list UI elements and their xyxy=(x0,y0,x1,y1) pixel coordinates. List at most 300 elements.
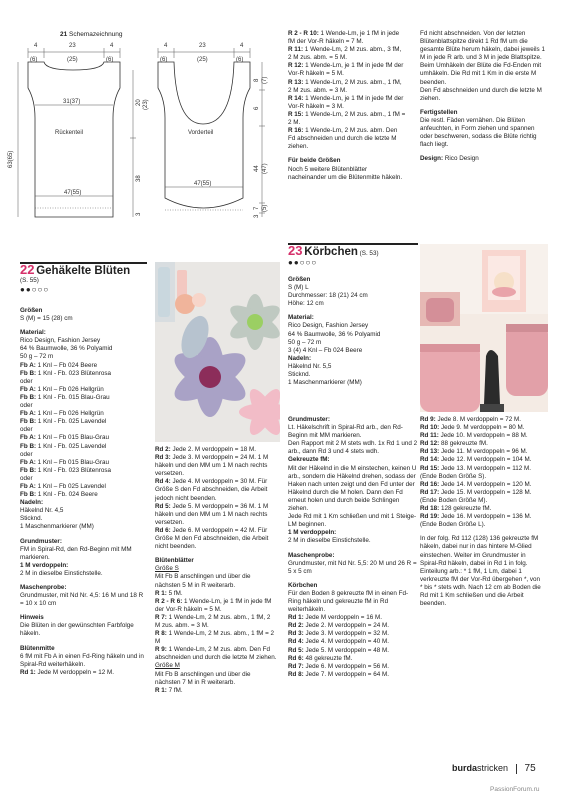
text-line xyxy=(288,127,406,151)
row-label: Rd 1: xyxy=(20,668,36,676)
row-text: 48 gekreuzte fM. xyxy=(303,654,353,662)
row-text: 6 fM mit Fb A in einen Fd-Ring häkeln und in Spiral-Rd weiterhäkeln. xyxy=(20,652,144,668)
row-label: Rd 1: xyxy=(288,614,304,622)
front-dim-7: 7 xyxy=(254,206,260,210)
row-label: Fb A: xyxy=(20,361,36,369)
row-text: 1 Knl - Fb. 023 Blütenrosa xyxy=(36,369,111,377)
front-dim-47alt: (47) xyxy=(262,163,268,174)
row-text: 64 % Baumwolle, 36 % Polyamid xyxy=(20,345,113,353)
text-line xyxy=(288,284,416,292)
row-text: Häkelnd Nr. 4,5 xyxy=(20,507,64,515)
row-label: Rd 13: xyxy=(420,448,440,456)
text-line xyxy=(288,622,418,630)
row-text: Jede M verdoppeln = 12 M. xyxy=(35,668,114,676)
text-line xyxy=(20,570,148,578)
text-line xyxy=(155,446,277,454)
row-text: Lt. Häkelschrift in Spiral-Rd arb., den Rd-Beginn mit MM markieren. xyxy=(288,424,403,440)
row-label: R 8: xyxy=(155,630,167,638)
row-text: Jede 5. M verdoppeln = 36 M. 1 M häkeln und den MM um 1 M nach rechts versetzen. xyxy=(155,502,269,526)
back-top-dim-2: 23 xyxy=(69,43,76,49)
row-label: Rd 12: xyxy=(420,440,440,448)
text-line xyxy=(288,30,406,46)
subheading xyxy=(20,562,148,570)
row-label: R 9: xyxy=(155,646,167,654)
row-text: Die restl. Fäden vernähen. Die Blüten anfeuchten, in Form ziehen und spannen oder beschweren, sodass die Blüte richtig flach liegt. xyxy=(420,116,537,149)
row-text: Jede 2. M verdoppeln = 24 M. xyxy=(303,622,389,630)
sec22-header xyxy=(20,262,150,295)
text-line xyxy=(20,394,148,402)
heading-text: Größen xyxy=(20,307,43,314)
row-label: R 1: xyxy=(155,589,167,597)
row-text: Jede M verdoppeln = 16 M. xyxy=(303,614,382,622)
flowers-photo-svg xyxy=(155,262,280,442)
row-text: Jede 6. M verdoppeln = 42 M. Für Größe M den Fd abschneiden, die Arbeit nicht beenden. xyxy=(155,526,269,551)
row-text: Noch 5 weitere Blütenblätter nacheinander um die Blütenmitte häkeln. xyxy=(288,165,403,181)
text-line xyxy=(20,362,148,370)
front-name: Vorderteil xyxy=(188,130,214,136)
text-line xyxy=(155,614,277,630)
text-line xyxy=(20,370,148,378)
footer-divider xyxy=(516,764,517,774)
row-label: Rd 4: xyxy=(155,478,171,486)
back-top-dim-1: 4 xyxy=(34,43,38,49)
row-text: 1 Wende-Lm, 2 M zus. abm., 1 fM = 2 M xyxy=(155,630,275,646)
back-width-label: 31(37) xyxy=(63,99,81,105)
text-line xyxy=(288,440,418,456)
text-line xyxy=(20,669,148,677)
sec22-rule xyxy=(20,262,147,264)
heading-text: Blütenblätter xyxy=(155,557,194,565)
subheading xyxy=(20,499,148,507)
text-line xyxy=(20,345,148,353)
front-dim-8: 8 xyxy=(254,78,260,82)
row-text: 50 g – 72 m xyxy=(20,353,54,361)
text-line xyxy=(288,590,418,614)
row-label: Fb A: xyxy=(20,482,36,490)
text-line xyxy=(420,30,545,87)
text-line xyxy=(420,448,544,456)
subheading xyxy=(288,276,416,284)
text-line xyxy=(288,111,406,127)
text-line xyxy=(288,638,418,646)
row-text: Jede 3. M verdoppeln = 32 M. xyxy=(303,630,389,638)
size-heading: Größe M xyxy=(155,662,180,670)
text-line xyxy=(155,503,277,527)
sec23-ref: (S. 53) xyxy=(359,250,379,257)
row-text: Jede 5. M verdoppeln = 48 M. xyxy=(303,646,389,654)
row-text: Durchmesser: 18 (21) 24 cm xyxy=(288,292,368,300)
text-line xyxy=(20,622,148,638)
text-line xyxy=(288,655,418,663)
sec22-column xyxy=(20,307,148,677)
row-text: 1 Maschenmarkierer (MM) xyxy=(20,523,94,531)
front-dim-5alt: (5) xyxy=(262,204,268,212)
row-text: Den Rapport mit 2 M stets wdh. 1x Rd 1 und 2 arb., dann Rd 3 und 4 stets wdh. xyxy=(288,440,418,456)
row-text: Jede 10. M verdoppeln = 88 M. xyxy=(438,432,528,440)
row-label: Rd 8: xyxy=(288,670,304,678)
row-text: 1 Knl – Fb 015 Blau-Grau xyxy=(35,434,110,442)
row-text: oder xyxy=(20,474,33,482)
heading-text: Körbchen xyxy=(288,581,318,589)
page-number: 75 xyxy=(524,763,536,774)
text-line xyxy=(20,386,148,394)
watermark: PassionForum.ru xyxy=(490,786,540,793)
subheading xyxy=(288,456,418,464)
row-text: Jede 2. M verdoppeln = 18 M. xyxy=(170,446,256,453)
row-text: 1 Wende-Lm, 2 M zus. abm., 1 fM = 2 M. xyxy=(288,110,406,127)
row-label: R 12: xyxy=(288,62,304,70)
text-line xyxy=(420,416,544,424)
row-text: 1 Knl - Fb. 025 Lavendel xyxy=(36,418,107,426)
row-text: 1 Wende-Lm, je 1 fM in jede fM der Vor-R häkeln = 3 M. xyxy=(288,94,404,110)
row-text: Fd nicht abschneiden. Von der letzten Blütenblattspitze direkt 1 Rd fM um die gesamte Blüte herum häkeln, dabei jeweils 1 M in jede R arb. und 3 M in jede Blattspitze. Beim Umhäkeln der Blüte die Fd-Enden mit umhäkeln. Die Rd mit 1 Km in die erste M beenden. xyxy=(420,30,545,86)
row-label: Fb B: xyxy=(20,491,37,499)
sec22-number: 22 xyxy=(20,262,35,277)
row-text: oder xyxy=(20,426,33,434)
back-name: Rückenteil xyxy=(55,130,84,136)
back-top-dim-alt-3: (6) xyxy=(106,57,114,63)
row-text: 1 Wende-Lm, 2 M zus. abm. Den Fd abschneiden und durch die letzte M ziehen. xyxy=(155,646,277,662)
subheading xyxy=(20,645,148,653)
back-inner-height: 20 xyxy=(136,99,142,106)
row-text: 1 Wende-Lm, je 1 fM in jede fM der Vor-R häkeln = 5 M. xyxy=(288,62,404,78)
row-text: Jede 6. M verdoppeln = 56 M. xyxy=(303,662,389,670)
text-line xyxy=(20,515,148,523)
row-text: Rico Design, Fashion Jersey xyxy=(288,322,369,330)
text-line xyxy=(20,337,148,345)
text-line xyxy=(420,87,545,103)
sec23-difficulty-dots: ●●○○○ xyxy=(288,258,318,268)
row-text: oder xyxy=(20,450,33,458)
schema-diagram xyxy=(0,28,275,228)
row-text: Grundmuster, mit Nd Nr. 4,5: 16 M und 18 R = 10 x 10 cm xyxy=(20,592,144,608)
back-side-height: 63(65) xyxy=(8,150,14,168)
row-text: (Ende Boden Größe M). xyxy=(420,496,488,504)
row-label: R 16: xyxy=(288,127,304,135)
text-line xyxy=(288,671,418,679)
row-text: Jede 4. M verdoppeln = 30 M. Für Größe S den Fd abschneiden, die Arbeit jedoch nicht beenden. xyxy=(155,478,268,502)
subheading xyxy=(288,157,406,165)
row-text: FM in Spiral-Rd, den Rd-Beginn mit MM markieren. xyxy=(20,545,132,561)
row-text: Rico Design, Fashion Jersey xyxy=(20,337,101,345)
front-top-dim-2: 23 xyxy=(199,43,206,49)
text-line xyxy=(20,418,148,426)
baskets-photo xyxy=(420,244,548,412)
row-text: Höhe: 12 cm xyxy=(288,300,324,308)
subheading xyxy=(420,109,545,117)
row-label: R 7: xyxy=(155,613,167,621)
text-line xyxy=(288,424,418,440)
top-right-col-2 xyxy=(420,30,545,163)
text-line xyxy=(20,315,148,323)
baskets-photo-svg xyxy=(420,244,548,412)
front-dim-44: 44 xyxy=(254,165,260,172)
text-line xyxy=(420,505,544,513)
row-text: 1 Knl – Fb 026 Hellgrün xyxy=(35,385,104,393)
text-line xyxy=(155,646,277,662)
sec22-ref: (S. 55) xyxy=(20,277,39,285)
text-line xyxy=(20,546,148,562)
heading-text: Größen xyxy=(288,276,311,283)
row-text: (Ende Boden Größe L). xyxy=(420,521,486,529)
text-line xyxy=(288,347,416,355)
top-right-col-1 xyxy=(288,30,406,182)
text-line xyxy=(20,467,148,475)
row-text: Jede 9. M verdoppeln = 80 M. xyxy=(439,424,525,432)
row-text: 1 Knl - Fb. 015 Blau-Grau xyxy=(36,393,110,401)
text-line xyxy=(420,521,544,529)
row-label: Rd 10: xyxy=(420,424,440,432)
text-line xyxy=(155,630,277,646)
back-hem: 3 xyxy=(136,212,142,216)
row-label: Fb B: xyxy=(20,466,37,474)
row-label: R 2 - R 6: xyxy=(155,597,183,605)
row-label: Rd 14: xyxy=(420,456,440,464)
heading-text: Material: xyxy=(288,314,314,322)
text-line xyxy=(288,292,416,300)
row-label: Rd 19: xyxy=(420,513,440,521)
basket-left-shape xyxy=(420,344,480,412)
row-label: R 1: xyxy=(155,686,167,694)
sec23-rule xyxy=(288,243,418,245)
row-label: Fb B: xyxy=(20,369,37,377)
front-top-dim-3: 4 xyxy=(240,43,244,49)
footer-brand: burdastricken xyxy=(452,763,509,773)
row-text: Jede 13. M verdoppeln = 112 M. xyxy=(439,464,532,472)
text-line xyxy=(288,95,406,111)
row-label: Fb A: xyxy=(20,410,36,418)
heading-text: Gekreuzte fM: xyxy=(288,456,330,464)
text-line xyxy=(20,475,148,483)
subheading xyxy=(288,552,418,560)
row-label: Rd 15: xyxy=(420,464,440,472)
row-text: Grundmuster, mit Nd Nr. 5,5: 20 M und 26 R = 5 x 5 cm xyxy=(288,559,417,575)
text-line xyxy=(288,537,418,545)
subheading xyxy=(20,307,148,315)
text-line xyxy=(420,489,544,497)
text-line xyxy=(288,465,418,514)
row-text: 1 Knl – Fb 015 Blau-Grau xyxy=(35,458,110,466)
text-line xyxy=(420,155,545,163)
text-line xyxy=(20,434,148,442)
row-label: Rd 4: xyxy=(288,638,304,646)
front-top-dim-alt-1: (6) xyxy=(160,57,168,63)
text-line xyxy=(20,653,148,669)
flowers-photo xyxy=(155,262,280,442)
row-label: R 11: xyxy=(288,46,304,54)
row-text: 1 Knl - Fb. 023 Blütenrosa xyxy=(36,466,111,474)
row-label: Design: xyxy=(420,155,444,163)
row-text: oder xyxy=(20,377,33,385)
text-line xyxy=(155,565,277,573)
row-text: 1 Wende-Lm, 2 M zus. abm. Den Fd abschneiden und durch die letzte M ziehen. xyxy=(288,127,398,151)
row-label: Fb A: xyxy=(20,458,36,466)
sec23-number: 23 xyxy=(288,243,303,258)
text-line xyxy=(155,598,277,614)
text-line xyxy=(20,410,148,418)
row-label: Rd 6: xyxy=(288,654,304,662)
row-text: Den Fd abschneiden und durch die letzte M ziehen. xyxy=(420,86,542,102)
row-text: 1 Knl – Fb 025 Lavendel xyxy=(35,482,106,490)
heading-text: Hinweis xyxy=(20,614,44,622)
row-text: 2 M in dieselbe Einstichstelle. xyxy=(288,537,371,545)
heading-text: Grundmuster: xyxy=(20,537,62,545)
text-line xyxy=(288,363,416,371)
row-text: 7 fM. xyxy=(166,686,183,694)
sec23-top xyxy=(288,276,416,387)
footer xyxy=(452,764,552,778)
text-line xyxy=(288,630,418,638)
mid-column xyxy=(155,446,277,695)
row-label: R 2 - R 10: xyxy=(288,30,319,37)
row-text: In der folg. Rd 112 (128) 136 gekreuzte fM häkeln, dabei nur in das hintere M-Glied einstechen. Weiter im Grundmuster in Spiral-Rd häkeln, dabei in Rd 1 in folg. Einteilung arb.: * 1 fM, 1 Lm, dabei 1 verkreuzte fM der Vor-Rd übergehen *, von * bis * stets wdh. Nach 12 cm ab Boden die Rd mit 1 Km schließen und die Arbeit beenden. xyxy=(420,535,541,608)
text-line xyxy=(420,513,544,521)
text-line xyxy=(20,378,148,386)
size-heading: Größe S xyxy=(155,565,179,573)
text-line xyxy=(420,473,544,481)
text-line xyxy=(288,614,418,622)
heading-text: Material: xyxy=(20,329,46,337)
subheading xyxy=(288,416,418,424)
row-text: Jede 15. M verdoppeln = 128 M. xyxy=(439,488,532,496)
subheading xyxy=(288,355,416,363)
row-text: 1 Wende-Lm, 2 M zus. abm., 3 fM, 2 M zus. abm. = 5 M. xyxy=(288,46,402,62)
text-line xyxy=(20,523,148,531)
text-line xyxy=(288,379,416,387)
row-text: 50 g – 72 m xyxy=(288,338,322,346)
row-text: Jede 12. M verdoppeln = 104 M. xyxy=(439,456,532,464)
row-label: Rd 16: xyxy=(420,480,440,488)
row-label: Fb B: xyxy=(20,393,37,401)
front-dim-7alt: (7) xyxy=(262,76,268,84)
row-text: 2 M in dieselbe Einstichstelle. xyxy=(20,569,103,577)
text-line xyxy=(155,527,277,551)
text-line xyxy=(288,371,416,379)
row-text: Sticknd. xyxy=(288,371,311,379)
heading-text: Blütenmitte xyxy=(20,644,55,652)
back-top-dim-3: 4 xyxy=(110,43,114,49)
text-line xyxy=(155,590,277,598)
row-label: Rd 5: xyxy=(155,502,171,510)
sec23-col-1 xyxy=(288,416,418,679)
row-text: Mit der Häkelnd in die M einstechen, keinen U arb., sondern die Häkelnd drehen, sodass der Haken nach unten zeigt und den Fd unter der Häkelnd durch die M holen. Dann den Fd erneut holen und durch beide Schlingen ziehen. xyxy=(288,464,417,513)
sec22-difficulty-dots: ●●○○○ xyxy=(20,285,50,295)
row-text: 1 Knl - Fb. 025 Lavendel xyxy=(36,442,107,450)
text-line xyxy=(20,459,148,467)
row-text: Jede 8. M verdoppeln = 72 M. xyxy=(435,416,521,423)
heading-text: Maschenprobe: xyxy=(20,584,67,591)
row-text: 1 Knl – Fb 024 Beere xyxy=(35,361,98,369)
text-line xyxy=(20,451,148,459)
subheading xyxy=(20,329,148,337)
schema-svg xyxy=(0,28,275,228)
text-line xyxy=(288,560,418,576)
row-label: Rd 18: xyxy=(420,505,440,513)
row-text: oder xyxy=(20,402,33,410)
row-text: Jede 16. M verdoppeln = 136 M. xyxy=(439,513,532,521)
row-label: Rd 3: xyxy=(288,630,304,638)
subheading xyxy=(288,529,418,537)
row-text: Jede 11. M verdoppeln = 96 M. xyxy=(439,448,528,456)
row-text: Jede 14. M verdoppeln = 120 M. xyxy=(439,480,532,488)
text-line xyxy=(155,478,277,502)
text-line xyxy=(20,426,148,434)
row-label: Rd 2: xyxy=(155,446,171,453)
text-line xyxy=(288,79,406,95)
row-label: Rd 5: xyxy=(288,646,304,654)
text-line xyxy=(420,440,544,448)
row-label: Fb B: xyxy=(20,442,37,450)
text-line xyxy=(20,353,148,361)
row-text: 1 Maschenmarkierer (MM) xyxy=(288,379,362,387)
sec22-title: Gehäkelte Blüten xyxy=(36,265,131,277)
text-line xyxy=(20,402,148,410)
text-line xyxy=(420,481,544,489)
row-text: Rico Design xyxy=(443,155,479,163)
text-line xyxy=(20,491,148,499)
front-dim-6: 6 xyxy=(254,106,260,110)
row-label: Rd 7: xyxy=(288,662,304,670)
row-text: Häkelnd Nr. 5,5 xyxy=(288,362,332,370)
heading-text: 1 M verdoppeln: xyxy=(288,529,337,537)
text-line xyxy=(288,663,418,671)
row-text: 1 Wende-Lm, 2 M zus. abm., 1 fM, 2 M zus. abm. = 3 M. xyxy=(155,613,271,629)
row-text: Die Blüten in der gewünschten Farbfolge häkeln. xyxy=(20,622,134,638)
text-line xyxy=(20,507,148,515)
heading-text: Für beide Größen xyxy=(288,157,341,165)
subheading xyxy=(288,582,418,590)
heading-text: Grundmuster: xyxy=(288,416,330,423)
text-line xyxy=(288,339,416,347)
front-top-dim-alt-3: (6) xyxy=(236,57,244,63)
row-text: 1 Wende-Lm, je 1 fM in jede fM der Vor-R häkeln = 7 M. xyxy=(288,30,400,46)
row-text: 1 Wende-Lm, 2 M zus. abm., 1 fM, 2 M zus. abm. = 3 M. xyxy=(288,78,402,94)
row-text: Sticknd. xyxy=(20,515,43,523)
row-label: Rd 9: xyxy=(420,416,436,423)
text-line xyxy=(420,465,544,473)
row-text: S (M) L xyxy=(288,284,309,292)
text-line xyxy=(288,166,406,182)
heading-text: Maschenprobe: xyxy=(288,551,335,559)
row-text: Jede 4. M verdoppeln = 40 M. xyxy=(303,638,389,646)
row-text: 3 (4) 4 Knl – Fb 024 Beere xyxy=(288,346,363,354)
text-line xyxy=(288,647,418,655)
row-label: R 15: xyxy=(288,110,304,118)
text-line xyxy=(288,300,416,308)
text-line xyxy=(420,424,544,432)
back-inner-height-alt: (23) xyxy=(143,99,149,110)
row-text: 1 Knl - Fb. 024 Beere xyxy=(36,491,98,499)
back-top-dim-alt-1: (6) xyxy=(30,57,38,63)
row-text: 128 gekreuzte fM. xyxy=(439,505,492,513)
text-line xyxy=(420,456,544,464)
front-bottom-label: 47(55) xyxy=(194,181,212,187)
row-label: Fb B: xyxy=(20,418,37,426)
text-line xyxy=(420,535,544,608)
back-lower-height: 38 xyxy=(136,175,142,182)
text-line xyxy=(155,454,277,478)
text-line xyxy=(20,483,148,491)
schema-label: 21 Schemazeichnung xyxy=(60,31,123,38)
row-text: S (M) = 15 (28) cm xyxy=(20,315,73,323)
text-line xyxy=(155,662,277,670)
text-line xyxy=(288,331,416,339)
text-line xyxy=(155,671,277,687)
front-top-dim-alt-2: (25) xyxy=(197,57,208,63)
text-line xyxy=(20,443,148,451)
sec23-col-2 xyxy=(420,416,544,608)
row-text: Für den Boden 8 gekreuzte fM in einen Fd-Ring häkeln und gekreuzte fM in Rd weiterhäkeln. xyxy=(288,589,409,614)
